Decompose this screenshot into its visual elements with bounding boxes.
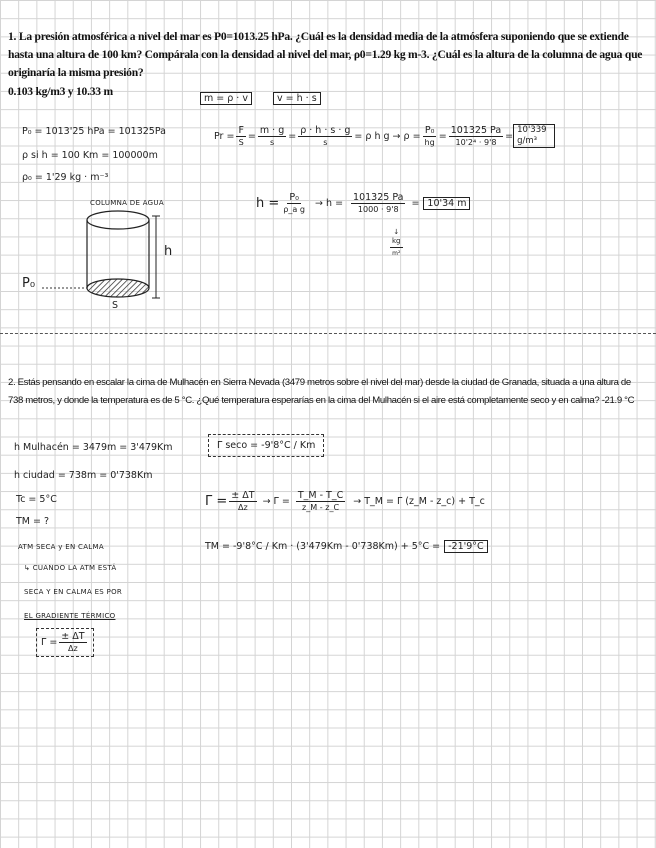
problem-2-statement: 2. Estás pensando en escalar la cima de Mulhacén en Sierra Nevada (3479 metros sobre el nivel del mar) desde la ciudad de Granada, situada a una altura de 738 metros, y donde la temperatura es de 5 °C. ¿Qué temperatura esperarías en la cima del Mulhacén si el aire está completamente seco y en calma? -21.9 °C [8, 377, 635, 407]
formula-box-volume: v = h · s [273, 92, 321, 105]
summit-temperature-result: -21'9°C [444, 540, 488, 553]
unit-note: ↓ $\frac{kg}{\text{m²}}$ [392, 228, 401, 257]
height-result: 10'34 m [423, 197, 470, 210]
city-height: h ciudad = 738m = 0'738Km [14, 470, 153, 481]
height-equation: h = $\frac{\text{P₀}}{\text{ρ\_a g}}$ → h = $\frac{101325 Pa}{1000 \cdot 9'8}$ = 10'34 m [256, 192, 470, 215]
problem-1-answer: 0.103 kg/m3 y 10.33 m [8, 84, 113, 98]
height-label: h [164, 244, 173, 259]
rho0-value: ρ₀ = 1'29 kg · m⁻³ [22, 172, 109, 183]
dry-calm-note: ATM SECA y EN CALMA [18, 543, 104, 551]
dry-calm-note-2: SECA Y EN CALMA ES POR [24, 588, 123, 596]
rho-height: ρ si h = 100 Km = 100000m [22, 150, 158, 161]
problem-1-statement [8, 28, 648, 101]
pressure-derivation: Pr = $\frac{F}{S}$ = $\frac{m \cdot g}{s}$ = $\frac{\rho \cdot h \cdot s \cdot g}{s}$ = ρ h g → ρ = $\frac{\text{P₀}}{hg}$ = $\frac{101325 Pa}{\text{10'2⁴ · 9'8}}$ = 10'339 g/m³ [214, 124, 555, 148]
thermal-gradient-note: EL GRADIENTE TÉRMICO [24, 612, 116, 620]
density-result: 10'339 g/m³ [513, 124, 555, 148]
cylinder-diagram [80, 208, 190, 318]
water-column-label: COLUMNA DE AGUA [90, 199, 164, 207]
formula-box-mass: m = ρ · v [200, 92, 252, 105]
section-separator [0, 333, 656, 334]
summit-temperature-calc: TM = -9'8°C / Km · (3'479Km - 0'738Km) + 5°C = -21'9°C [205, 540, 488, 553]
gradient-formula-box: Γ = $\frac{\pm \Delta T}{\Delta z}$ [36, 628, 94, 657]
area-label: S [112, 300, 119, 311]
mulhacen-height: h Mulhacén = 3479m = 3'479Km [14, 442, 173, 453]
problem-1-text: 1. La presión atmosférica a nivel del mar es P0=1013.25 hPa. ¿Cuál es la densidad media de la atmósfera suponiendo que se extiende hasta una altura de 100 km? Compárala con la densidad al nivel del mar, ρ0=1.29 kg m-3. ¿Cuál es la altura de la columna de agua que originaría la misma presión? [8, 30, 643, 80]
summit-temperature-unknown: TM = ? [16, 516, 50, 527]
dry-gradient-box: Γ seco = -9'8°C / Km [208, 434, 324, 457]
p0-value: P₀ = 1013'25 hPa = 101325Pa [22, 126, 166, 137]
gradient-derivation: Γ = $\frac{\pm \Delta T}{\Delta z}$ → Γ = $\frac{T\_M - T\_C}{z\_M - z\_C}$ → T_M = Γ (z_M - z_c) + T_c [205, 490, 485, 512]
city-temperature: Tc = 5°C [16, 494, 57, 505]
pressure-label: P₀ [22, 276, 36, 291]
when-note: ↳ CUANDO LA ATM ESTÁ [24, 564, 117, 572]
